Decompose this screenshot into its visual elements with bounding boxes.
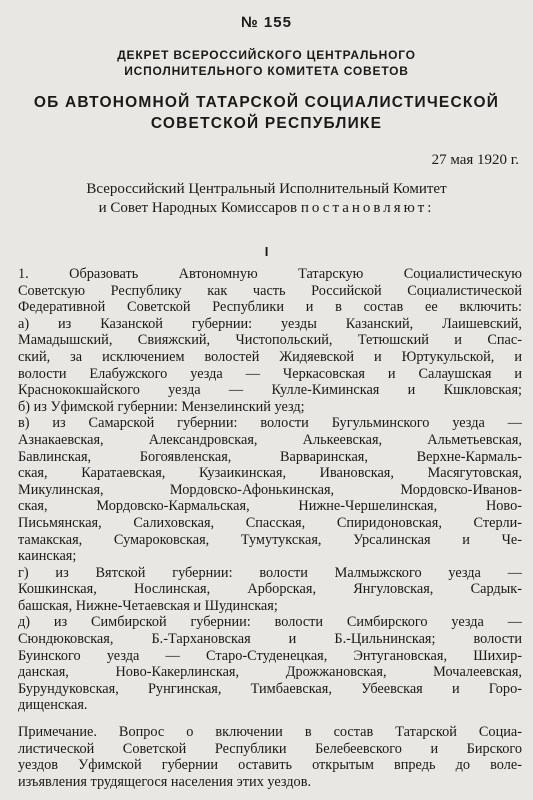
body-line: данская, Ново-Какерлинская, Дрожжановская, Мочалеевская, <box>18 664 522 681</box>
body-line: ский, за исключением волостей Жидяевской и Юртукульской, и <box>18 348 522 365</box>
body-line: г) из Вятской губернии: волости Малмыжского уезда — <box>18 564 522 581</box>
section-number: I <box>264 244 269 259</box>
body-line: волости Елабужского уезда — Черкасовская и Салаушская и <box>18 365 522 382</box>
body-line: башская, Нижне-Четаевская и Шудинская; <box>18 597 278 614</box>
body-line: Советскую Республику как часть Российской Социалистической <box>18 282 522 299</box>
note-paragraph <box>18 724 522 790</box>
note-line: изъявления трудящегося населения этих уездов. <box>18 773 312 790</box>
preamble-line-2 <box>0 199 533 218</box>
preamble-line-2-text: и Совет Народных Комиссаров <box>98 200 301 216</box>
title-line-1: ОБ АВТОНОМНОЙ ТАТАРСКОЙ СОЦИАЛИСТИЧЕСКОЙ <box>33 94 500 111</box>
body-line: Письмянская, Салиховская, Спасская, Спиридоновская, Стерли- <box>18 514 522 531</box>
note-line: листической Советской Республики Белебеевского и Бирского <box>18 740 522 757</box>
body-line: Азнакаевская, Александровская, Алькеевская, Альметьевская, <box>18 431 522 448</box>
decree-line-1: ДЕКРЕТ ВСЕРОССИЙСКОГО ЦЕНТРАЛЬНОГО <box>117 48 416 62</box>
decree-heading <box>0 47 533 79</box>
note-line: уездов Уфимской губернии оставить открытым впредь до воле- <box>18 757 522 774</box>
body-line: Кошкинская, Нослинская, Арборская, Янгуловская, Сардык- <box>18 581 522 598</box>
body-line: д) из Симбирской губернии: волости Симбирского уезда — <box>18 614 522 631</box>
body-line: в) из Самарской губернии: волости Бугульминского уезда — <box>18 415 522 432</box>
body-line: ская, Мордовско-Кармальская, Нижне-Чершелинская, Ново- <box>18 498 522 515</box>
document-title <box>0 92 533 134</box>
preamble-line-1: Всероссийский Центральный Исполнительный Комитет <box>86 181 447 197</box>
body-line: Краснококшайского уезда — Кулле-Киминская и Кшкловская; <box>18 382 522 399</box>
note-line: Примечание. Вопрос о включении в состав Татарской Социа- <box>18 724 522 740</box>
article-body <box>18 266 522 714</box>
decree-line-2: ИСПОЛНИТЕЛЬНОГО КОМИТЕТА СОВЕТОВ <box>124 64 409 78</box>
body-line: 1. Образовать Автономную Татарскую Социалистическую <box>18 266 522 282</box>
body-line: б) из Уфимской губернии: Мензелинский уезд; <box>18 398 305 415</box>
body-line: а) из Казанской губернии: уезды Казанский, Лаишевский, <box>18 315 522 332</box>
body-line: тамакская, Сумароковская, Тумутукская, Урсалинская и Че- <box>18 531 522 548</box>
body-line: Сюндюковская, Б.-Тархановская и Б.-Цильнинская; волости <box>18 631 522 648</box>
preamble <box>0 180 533 218</box>
document-date: 27 мая 1920 г. <box>431 152 519 168</box>
body-line: Бурундуковская, Рунгинская, Тимбаевская, Убеевская и Горо- <box>18 680 522 697</box>
body-line: Микулинская, Мордовско-Афонькинская, Мордовско-Иванов- <box>18 481 522 498</box>
body-line: ская, Каратаевская, Кузаикинская, Ивановская, Масягутовская, <box>18 465 522 482</box>
body-line: Буинского уезда — Старо-Студенецкая, Энтугановская, Шихир- <box>18 647 522 664</box>
body-line: Мамадышский, Свияжский, Чистопольский, Тетюшский и Спас- <box>18 332 522 349</box>
title-line-2: СОВЕТСКОЙ РЕСПУБЛИКЕ <box>150 115 383 132</box>
preamble-resolve-word: постановляют: <box>300 200 435 216</box>
body-line: дищенская. <box>18 697 88 714</box>
body-line: Федеративной Советской Республики и в состав ее включить: <box>18 299 522 316</box>
body-line: Бавлинская, Богоявленская, Варваринская, Верхне-Кармаль- <box>18 448 522 465</box>
document-number: № 155 <box>241 14 292 31</box>
body-line: каинская; <box>18 548 77 565</box>
